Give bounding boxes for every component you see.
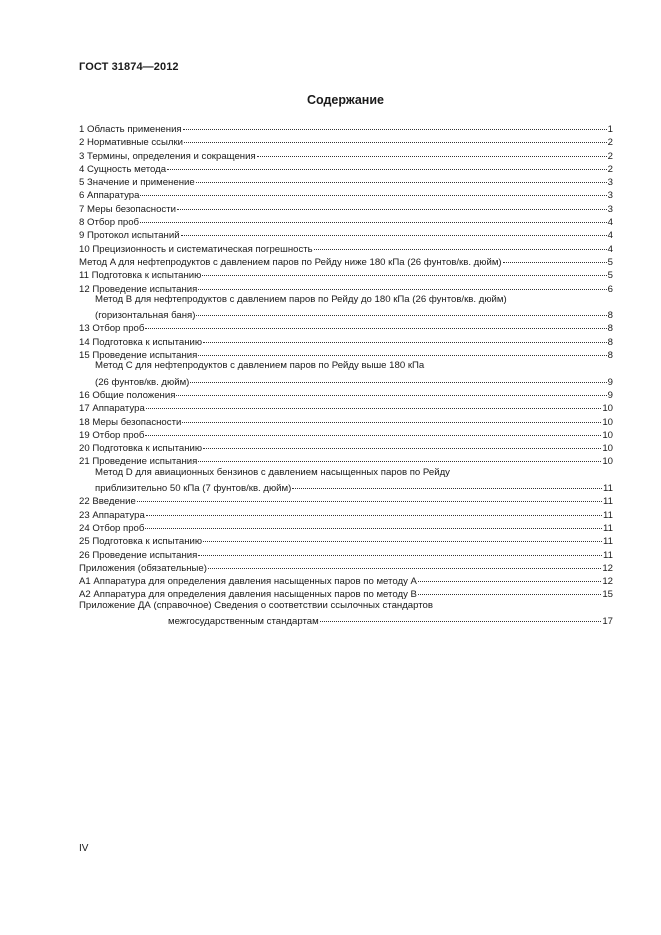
toc-entry-title: 9 Протокол испытаний	[79, 230, 180, 242]
toc-entry-title: (26 фунтов/кв. дюйм)	[95, 376, 190, 388]
toc-entry-page: 8	[607, 310, 613, 322]
toc-leader-dots	[203, 331, 607, 343]
toc-entry-title: 16 Общие положения	[79, 389, 176, 401]
toc-entry-title: А2 Аппаратура для определения давления насыщенных паров по методу В	[79, 589, 417, 601]
toc-entry-title: Метод D для авиационных бензинов с давлением насыщенных паров по Рейду	[95, 466, 450, 478]
toc-entry-page: 4	[607, 217, 613, 229]
toc-leader-dots	[198, 278, 606, 290]
toc-entry-title: 20 Подготовка к испытанию	[79, 443, 203, 455]
toc-leader-dots	[257, 145, 607, 157]
toc-entry-title: 8 Отбор проб	[79, 217, 140, 229]
toc-entry-page: 2	[607, 150, 613, 162]
toc-entry-page: 15	[602, 589, 613, 601]
toc-entry-page: 11	[603, 509, 613, 521]
toc-entry-title: Метод B для нефтепродуктов с давлением паров по Рейду до 180 кПа (26 фунтов/кв. дюйм)	[95, 293, 507, 305]
toc-entry-page: 9	[607, 389, 613, 401]
toc-entry-page: 4	[607, 230, 613, 242]
toc-entry-page: 2	[607, 137, 613, 149]
toc-leader-dots	[418, 570, 601, 582]
toc-entry-title: 17 Аппаратура	[79, 403, 145, 415]
toc-leader-dots	[503, 251, 607, 263]
toc-leader-dots	[202, 264, 606, 276]
toc-entry-page: 11	[603, 549, 613, 561]
toc-entry-title: 23 Аппаратура	[79, 509, 145, 521]
toc-leader-dots	[314, 238, 607, 250]
page-number: IV	[79, 843, 89, 854]
toc-entry-title: 3 Термины, определения и сокращения	[79, 150, 256, 162]
toc-entry-page: 11	[603, 483, 613, 495]
toc-leader-dots	[198, 544, 602, 556]
toc-entry-page: 8	[607, 323, 613, 335]
toc-entry[interactable]	[79, 612, 613, 625]
toc-entry-title: Метод A для нефтепродуктов с давлением паров по Рейду ниже 180 кПа (26 фунтов/кв. дюйм)	[79, 256, 502, 268]
toc-entry-page: 11	[603, 496, 613, 508]
toc-leader-dots	[320, 610, 602, 622]
toc-entry-page: 4	[607, 243, 613, 255]
toc-entry-page: 5	[607, 256, 613, 268]
document-header: ГОСТ 31874—2012	[79, 61, 179, 73]
toc-leader-dots	[196, 171, 607, 183]
toc-entry-page: 3	[607, 203, 613, 215]
table-of-contents	[79, 120, 613, 625]
toc-leader-dots	[183, 118, 607, 130]
page-title: Содержание	[306, 93, 384, 107]
toc-entry-title: 14 Подготовка к испытанию	[79, 336, 203, 348]
toc-entry-title: межгосударственным стандартам	[168, 615, 319, 627]
toc-leader-dots	[145, 424, 601, 436]
toc-leader-dots	[184, 131, 607, 143]
toc-entry-title: Приложение ДА (справочное) Сведения о соответствии ссылочных стандартов	[79, 599, 433, 611]
toc-entry-title: 2 Нормативные ссылки	[79, 137, 184, 149]
toc-entry-title: 25 Подготовка к испытанию	[79, 536, 203, 548]
toc-entry-page: 10	[602, 443, 613, 455]
toc-entry-page: 3	[607, 177, 613, 189]
toc-leader-dots	[177, 198, 607, 210]
toc-entry-title: приблизительно 50 кПа (7 фунтов/кв. дюйм)	[95, 483, 292, 495]
toc-leader-dots	[181, 224, 607, 236]
toc-entry-title: 21 Проведение испытания	[79, 456, 198, 468]
toc-entry-page: 10	[602, 429, 613, 441]
toc-entry-title: 6 Аппаратура	[79, 190, 140, 202]
toc-entry-title: Приложения (обязательные)	[79, 562, 207, 574]
toc-entry-title: 24 Отбор проб	[79, 522, 145, 534]
toc-entry-title: Метод C для нефтепродуктов с давлением паров по Рейду выше 180 кПа	[95, 360, 425, 372]
toc-entry-page: 10	[602, 403, 613, 415]
toc-entry-title: 1 Область применения	[79, 124, 182, 135]
toc-entry-page: 1	[607, 124, 613, 135]
toc-entry-page: 12	[602, 576, 613, 588]
toc-entry-title: 10 Прецизионность и систематическая погрешность	[79, 243, 313, 255]
toc-entry-page: 5	[607, 270, 613, 282]
toc-entry-title: 4 Сущность метода	[79, 163, 167, 175]
toc-entry-title: 18 Меры безопасности	[79, 416, 182, 428]
toc-leader-dots	[140, 184, 606, 196]
toc-entry-page: 17	[602, 615, 613, 627]
toc-entry-title: 22 Введение	[79, 496, 136, 508]
toc-entry-title: 5 Значение и применение	[79, 177, 195, 189]
toc-leader-dots	[190, 371, 606, 383]
toc-entry-page: 8	[607, 350, 613, 362]
toc-leader-dots	[208, 557, 601, 569]
toc-leader-dots	[418, 583, 601, 595]
toc-leader-dots	[198, 450, 601, 462]
toc-leader-dots	[145, 517, 602, 529]
toc-leader-dots	[198, 344, 606, 356]
toc-leader-dots	[140, 211, 607, 223]
toc-leader-dots	[196, 304, 606, 316]
toc-entry-title: (горизонтальная баня)	[95, 310, 196, 322]
toc-leader-dots	[292, 477, 602, 489]
toc-entry-title: 13 Отбор проб	[79, 323, 145, 335]
toc-leader-dots	[145, 317, 606, 329]
toc-entry-title: 19 Отбор проб	[79, 429, 145, 441]
toc-entry-page: 8	[607, 336, 613, 348]
toc-entry-title: 7 Меры безопасности	[79, 203, 176, 215]
toc-leader-dots	[176, 384, 606, 396]
toc-entry-page: 10	[602, 456, 613, 468]
toc-entry-title: 12 Проведение испытания	[79, 283, 198, 295]
toc-entry-page: 2	[607, 163, 613, 175]
toc-entry-title: 26 Проведение испытания	[79, 549, 198, 561]
toc-entry-title: 15 Проведение испытания	[79, 350, 198, 362]
toc-entry-page: 11	[603, 536, 613, 548]
toc-entry-page: 6	[607, 283, 613, 295]
toc-entry-page: 10	[602, 416, 613, 428]
toc-entry-page: 11	[603, 522, 613, 534]
toc-entry-page: 9	[607, 376, 613, 388]
toc-entry-page: 3	[607, 190, 613, 202]
toc-leader-dots	[182, 411, 601, 423]
toc-leader-dots	[203, 530, 602, 542]
toc-entry-title: 11 Подготовка к испытанию	[79, 270, 202, 282]
toc-leader-dots	[146, 504, 602, 516]
toc-leader-dots	[203, 437, 601, 449]
toc-leader-dots	[167, 158, 607, 170]
toc-leader-dots	[137, 490, 602, 502]
toc-leader-dots	[146, 397, 602, 409]
toc-entry-title: А1 Аппаратура для определения давления насыщенных паров по методу А	[79, 576, 417, 588]
toc-entry-page: 12	[602, 562, 613, 574]
